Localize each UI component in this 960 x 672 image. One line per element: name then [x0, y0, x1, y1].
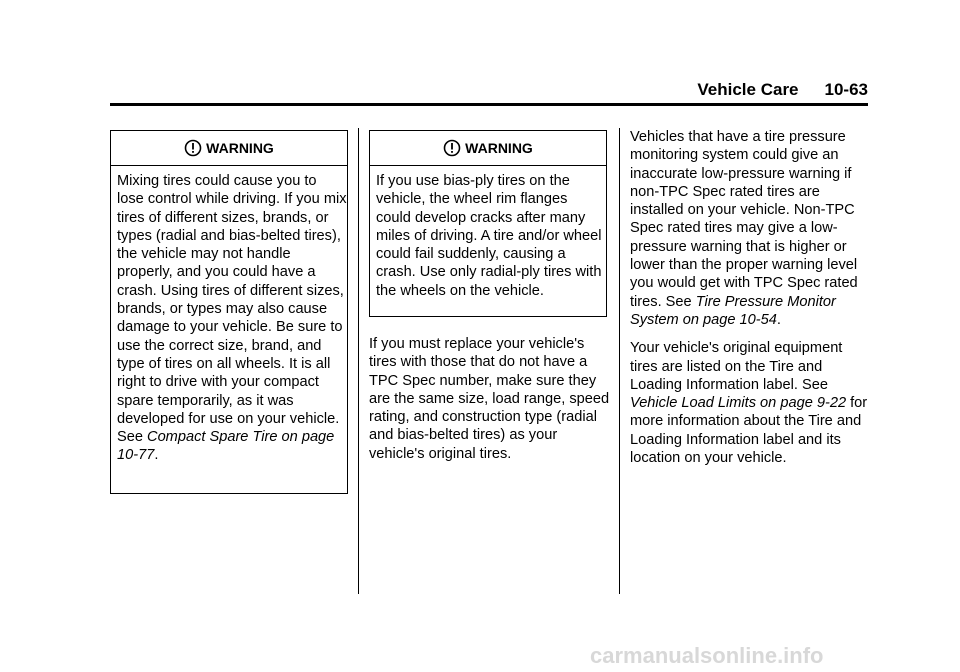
warning-circle-icon [443, 139, 461, 157]
warning-header [111, 131, 347, 166]
warning-title: WARNING [206, 140, 274, 156]
right-column [630, 128, 872, 477]
tpms-paragraph: Vehicles that have a tire pressure monitoring system could give an inaccurate low-pressure warning if non-TPC Spec rated tires are installed on your vehicle. Non-TPC Spec rated tires may give a low-pressure warning that is higher or lower than the proper warning level you would get with TPC Spec rated tires. See Tire Pressure Monitor System on page 10-54. [630, 129, 858, 328]
column-divider-1 [358, 128, 359, 594]
warning-title: WARNING [465, 140, 533, 156]
warning-header [370, 131, 606, 166]
cross-reference-link: Tire Pressure Monitor System on page 10-54 [630, 293, 836, 328]
cross-reference-link: Compact Spare Tire on page 10-77 [117, 429, 335, 464]
page-header [110, 80, 868, 100]
original-tires-paragraph: Your vehicle's original equipment tires are listed on the Tire and Loading Information label. See Vehicle Load Limits on page 9-22 for more information about the Tire and Loading Information label and its location on your vehicle. [630, 340, 868, 467]
warning-body: Mixing tires could cause you to lose control while driving. If you mix tires of different sizes, brands, or types (radial and bias-belted tires), the vehicle may not handle properly, and you could have a crash. Using tires of different sizes, brands, or types may also cause damage to your vehicle. Be sure to use the correct size, brand, and type of tires on all wheels. It is all right to drive with your compact spare temporarily, as it was developed for use on your vehicle. See Compact Spare Tire on page 10-77. [117, 173, 347, 464]
warning-box-left [110, 130, 348, 494]
warning-box-middle [369, 130, 607, 317]
warning-body: If you use bias-ply tires on the vehicle, the wheel rim flanges could develop cracks after many miles of driving. A tire and/or wheel could fail suddenly, causing a crash. Use only radial-ply tires with the wheels on the vehicle. [376, 173, 602, 299]
warning-circle-icon [184, 139, 202, 157]
section-title: Vehicle Care [697, 80, 799, 99]
page-number: 10-63 [824, 80, 868, 99]
cross-reference-link: Vehicle Load Limits on page 9-22 [630, 395, 847, 412]
watermark: carmanualsonline.info [590, 643, 824, 668]
column-divider-2 [619, 128, 620, 594]
middle-paragraph: If you must replace your vehicle's tires with those that do not have a TPC Spec number, make sure they are the same size, load range, speed rating, and construction type (radial and bias-belted tires) as your vehicle's original tires. [369, 336, 610, 462]
header-rule [110, 103, 868, 106]
